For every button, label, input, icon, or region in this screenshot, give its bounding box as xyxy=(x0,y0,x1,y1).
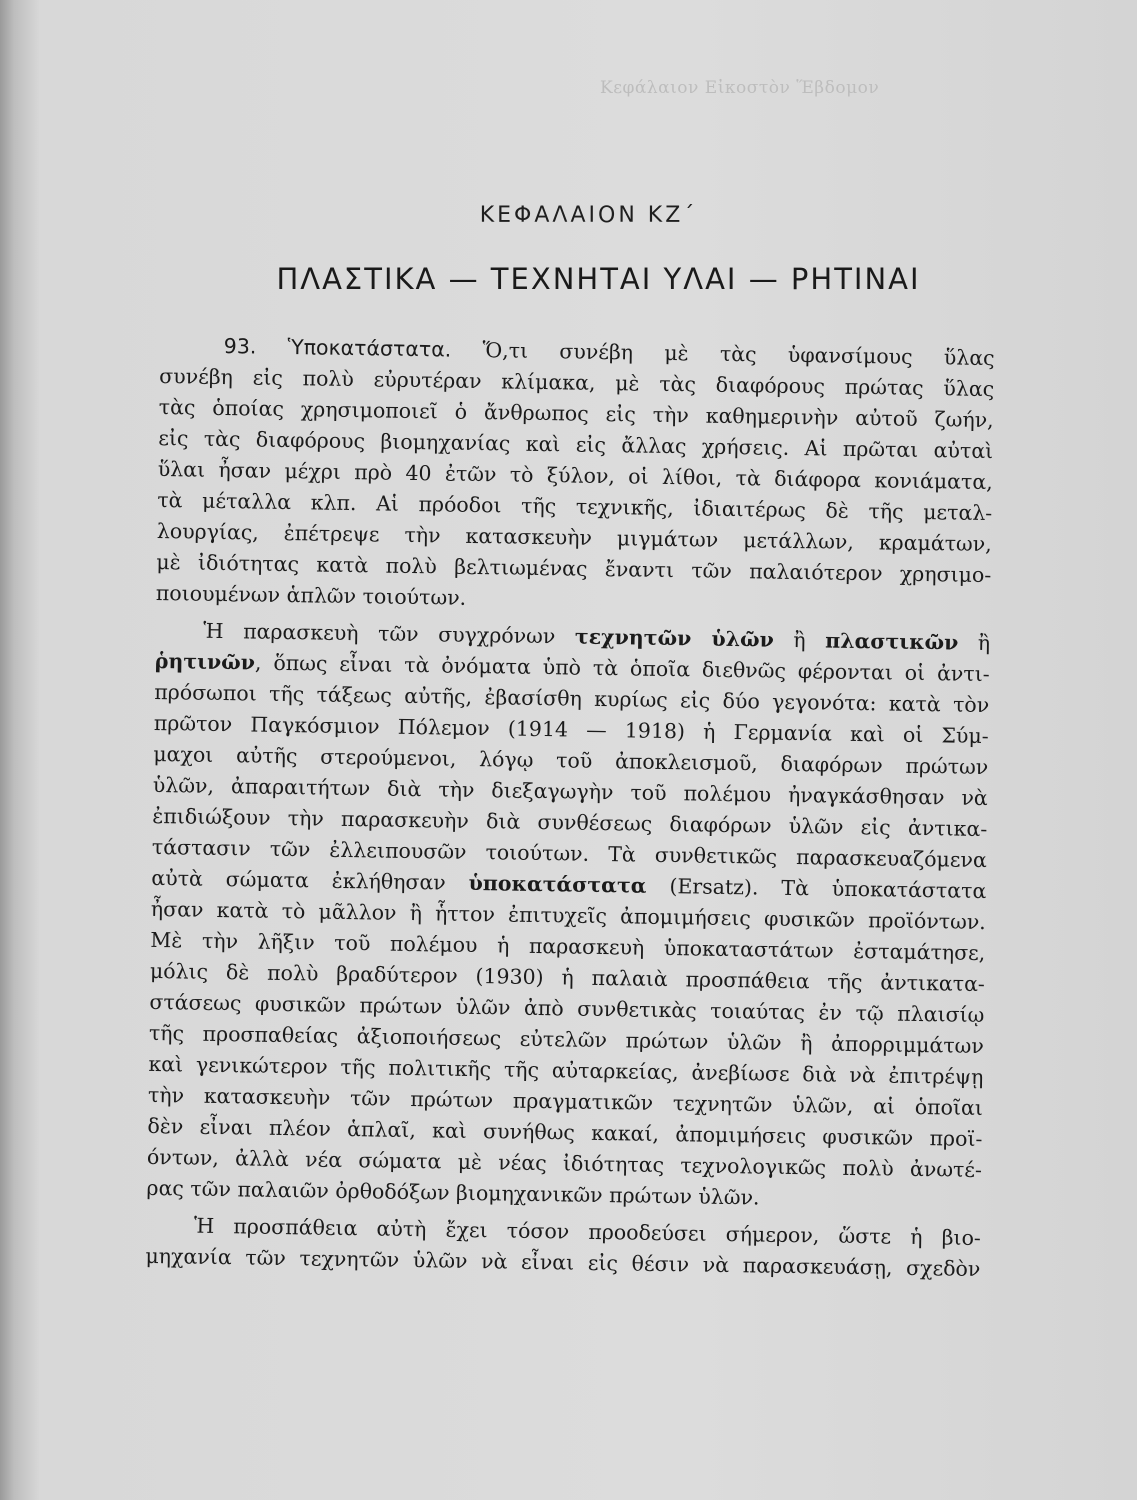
text-run: καὶ γενικώτερον τῆς πολιτικῆς τῆς αὐταρκείας, ἀνεβίωσε διὰ νὰ ἐπιτρέψῃ xyxy=(148,1051,984,1090)
text-run: δὲν εἶναι πλέον ἁπλαῖ, καὶ συνήθως κακαί, ἀπομιμήσεις φυσικῶν προϊ- xyxy=(147,1113,983,1152)
text-run: εἰς τὰς διαφόρους βιομηχανίας καὶ εἰς ἄλλας χρήσεις. Αἱ πρῶται αὐταὶ xyxy=(158,425,994,464)
text-run: στάσεως φυσικῶν πρώτων ὑλῶν ἀπὸ συνθετικὰς τοιαύτας ἐν τῷ πλαισίῳ xyxy=(149,989,985,1028)
text-run: Ἡ παρασκευὴ τῶν συγχρόνων xyxy=(203,618,576,649)
text-run: ἢ xyxy=(773,627,826,653)
bold-term: ῥητινῶν xyxy=(154,648,256,675)
bold-term: ὑποκατάστατα xyxy=(468,870,647,898)
text-run: μὲ ἰδιότητας κατὰ πολὺ βελτιωμένας ἔναντι τῶν παλαιότερον χρησιμο- xyxy=(156,549,992,588)
bleed-through-header: Κεφάλαιον Εἰκοστὸν Ἕβδομον xyxy=(600,78,880,98)
paragraph xyxy=(146,615,990,1217)
text-run: ὕλαι ἦσαν μέχρι πρὸ 40 ἐτῶν τὸ ξύλον, οἱ λίθοι, τὰ διάφορα κονιάματα, xyxy=(157,456,993,495)
text-run: (Ersatz). Τὰ ὑποκατάστατα xyxy=(646,873,987,904)
text-run: μαχοι αὐτῆς στερούμενοι, λόγῳ τοῦ ἀποκλεισμοῦ, διαφόρων πρώτων xyxy=(153,741,989,780)
text-run: Ἡ προσπάθεια αὐτὴ ἔχει τόσον προοδεύσει σήμερον, ὥστε ἡ βιο- xyxy=(193,1213,982,1251)
section-heading: 93. xyxy=(223,334,288,360)
text-run: ἢ xyxy=(958,630,991,656)
text-run: ἐπιδιώξουν τὴν παρασκευὴν διὰ συνθέσεως διαφόρων ὑλῶν εἰς ἀντικα- xyxy=(152,803,988,842)
chapter-heading: ΚΕΦΑΛΑΙΟΝ ΚΖ΄ xyxy=(479,203,698,228)
paragraph xyxy=(156,330,995,622)
text-run: Μὲ τὴν λῆξιν τοῦ πολέμου ἡ παρασκευὴ ὑποκαταστάτων ἐσταμάτησε, xyxy=(150,927,986,966)
text-run: τὰ μέταλλα κλπ. Αἱ πρόοδοι τῆς τεχνικῆς, ἰδιαιτέρως δὲ τῆς μεταλ- xyxy=(157,487,993,526)
text-run: Ὅ,τι συνέβη μὲ τὰς ὑφανσίμους ὕλας xyxy=(451,337,995,371)
bold-term: πλαστικῶν xyxy=(825,628,959,655)
text-run: πρῶτον Παγκόσμιον Πόλεμον (1914 — 1918) ἡ Γερμανία καὶ οἱ Σύμ- xyxy=(153,710,989,749)
text-run: ρας τῶν παλαιῶν ὀρθοδόξων βιομηχανικῶν πρώτων ὑλῶν. xyxy=(146,1175,760,1210)
text-run: ἦσαν κατὰ τὸ μᾶλλον ἢ ἧττον ἐπιτυχεῖς ἀπομιμήσεις φυσικῶν προϊόντων. xyxy=(150,896,986,935)
text-run: όντων, ἀλλὰ νέα σώματα μὲ νέας ἰδιότητας τεχνολογικῶς πολὺ ἀνωτέ- xyxy=(146,1144,983,1183)
text-run: συνέβη εἰς πολὺ εὐρυτέραν κλίμακα, μὲ τὰς διαφόρους πρώτας ὕλας xyxy=(159,363,995,402)
bold-term: τεχνητῶν ὑλῶν xyxy=(574,624,775,652)
text-run: τάστασιν τῶν ἐλλειπουσῶν τοιούτων. Τὰ συνθετικῶς παρασκευαζόμενα xyxy=(151,834,987,873)
section-heading: Ὑποκατάστατα. xyxy=(287,335,452,362)
paragraph xyxy=(145,1210,981,1285)
text-run: ποιουμένων ἁπλῶν τοιούτων. xyxy=(155,580,467,610)
text-run: μόλις δὲ πολὺ βραδύτερον (1930) ἡ παλαιὰ προσπάθεια τῆς ἀντικατα- xyxy=(149,958,986,997)
chapter-title: ΠΛΑΣΤΙΚΑ — ΤΕΧΝΗΤΑΙ ΥΛΑΙ — ΡΗΤΙΝΑΙ xyxy=(276,262,921,296)
text-run: πρόσωποι τῆς τάξεως αὐτῆς, ἐβασίσθη κυρίως εἰς δύο γεγονότα: κατὰ τὸν xyxy=(154,679,990,718)
text-run: λουργίας, ἐπέτρεψε τὴν κατασκευὴν μιγμάτων μετάλλων, κραμάτων, xyxy=(156,518,992,557)
text-run: ὑλῶν, ἀπαραιτήτων διὰ τὴν διεξαγωγὴν τοῦ πολέμου ἠναγκάσθησαν νὰ xyxy=(152,772,988,811)
text-run: αὐτὰ σώματα ἐκλήθησαν xyxy=(151,865,469,895)
text-run: τῆς προσπαθείας ἀξιοποιήσεως εὐτελῶν πρώτων ὑλῶν ἢ ἀπορριμμάτων xyxy=(148,1020,985,1059)
text-run: τὴν κατασκευὴν τῶν πρώτων πραγματικῶν τεχνητῶν ὑλῶν, αἱ ὁποῖαι xyxy=(147,1082,984,1121)
text-run: τὰς ὁποίας χρησιμοποιεῖ ὁ ἄνθρωπος εἰς τὴν καθημερινὴν αὐτοῦ ζωήν, xyxy=(158,394,994,433)
text-run: , ὅπως εἶναι τὰ ὀνόματα ὑπὸ τὰ ὁποῖα διεθνῶς φέρονται οἱ ἀντι- xyxy=(254,650,990,687)
body-text xyxy=(145,330,995,1285)
text-run: μηχανία τῶν τεχνητῶν ὑλῶν νὰ εἶναι εἰς θέσιν νὰ παρασκευάσῃ, σχεδὸν xyxy=(145,1243,981,1281)
